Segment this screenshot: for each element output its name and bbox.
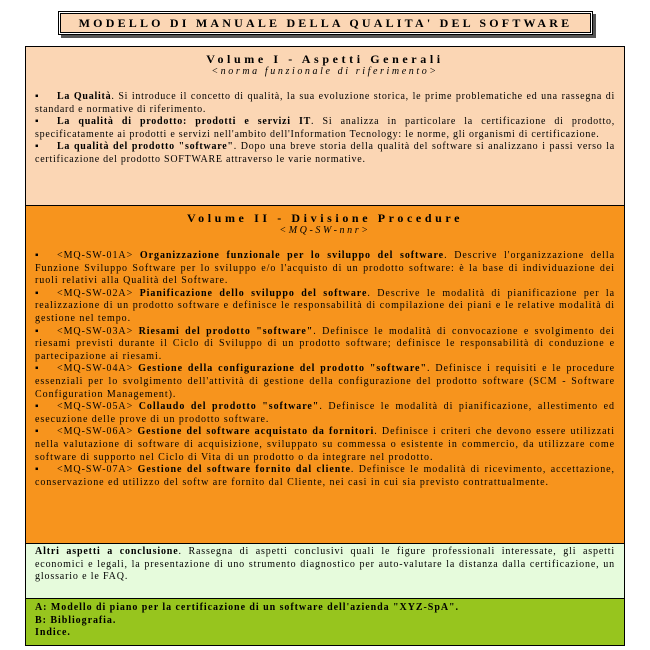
appendix-item: A: Modello di piano per la certificazione di un software dell'azienda "XYZ-SpA".	[35, 602, 459, 613]
procedure-text: . Definisce i criteri che devono essere utilizzati nella valutazione di software di acquisizione, sviluppato su commessa o esistente in commercio, da utilizzare come software di supporto nel Ciclo di Vita di un prodotto o da integrare nel prodotto.	[35, 426, 615, 463]
procedure-item	[35, 363, 615, 401]
procedure-item	[35, 326, 615, 364]
bullet-icon: ▪	[35, 426, 40, 438]
procedure-item	[35, 250, 615, 288]
procedure-code: <MQ-SW-02A>	[57, 287, 134, 299]
conclusion-item	[35, 546, 615, 584]
procedure-text: . Definisce le modalità di pianificazione, allestimento ed esecuzione delle prove di un prodotto software.	[35, 401, 616, 425]
item-text: . Si introduce il concetto di qualità, la sua evoluzione storica, le prime problematiche ed una rassegna di standard e normative di riferimento.	[35, 91, 615, 115]
bullet-icon: ▪	[35, 116, 40, 128]
procedure-heading: Pianificazione dello sviluppo del software	[139, 287, 368, 299]
document-title: MODELLO DI MANUALE DELLA QUALITA' DEL SOFTWARE	[58, 11, 593, 35]
bullet-icon: ▪	[35, 363, 40, 375]
bullet-icon: ▪	[35, 287, 40, 299]
procedure-item	[35, 288, 615, 326]
conclusion-heading: Altri aspetti a conclusione	[35, 546, 179, 557]
bullet-icon: ▪	[35, 325, 40, 337]
volume-1-item	[35, 116, 615, 141]
bullet-icon: ▪	[35, 250, 40, 261]
procedure-heading: Gestione della configurazione del prodotto "software"	[138, 363, 427, 375]
procedure-item	[35, 464, 615, 489]
procedure-item	[35, 426, 615, 464]
item-heading: La qualità di prodotto: prodotti e servizi IT	[57, 116, 312, 128]
procedure-item	[35, 401, 615, 426]
contents-frame	[25, 46, 625, 646]
item-heading: La Qualità	[57, 91, 112, 102]
bullet-icon: ▪	[35, 401, 40, 413]
appendix-item: B: Bibliografia.	[35, 614, 117, 626]
procedure-text: . Definisce le modalità di convocazione e svolgimento dei riesami previsti durante il Ciclo di Sviluppo di un prodotto software; definisce le responsabilità di conduzione e partecipazione ai riesami.	[35, 325, 615, 362]
conclusion-section	[26, 544, 624, 599]
bullet-icon: ▪	[35, 141, 40, 153]
volume-1-section	[26, 47, 624, 206]
volume-2-title: Volume II - Divisione Procedure	[186, 211, 464, 225]
procedure-code: <MQ-SW-05A>	[57, 401, 134, 413]
appendix-item: Indice.	[35, 627, 71, 639]
item-text: . Si analizza in particolare la certificazione di prodotto, specificatamente ai prodotti e servizi nell'ambito dell'Information Tecnology: le norme, gli organismi di certificazione.	[35, 116, 615, 140]
procedure-heading: Organizzazione funzionale per lo sviluppo del software	[139, 250, 445, 261]
procedure-text: . Descrive l'organizzazione della Funzione Sviluppo Software per lo sviluppo e/o l'acquisto di un prodotto software: è la base di individuazione dei ruoli relativi alla Qualità del Software.	[35, 250, 615, 287]
procedure-code: <MQ-SW-06A>	[57, 426, 134, 438]
procedure-text: . Definisce i requisiti e le procedure essenziali per lo svolgimento dell'attività di gestione della configurazione del prodotto software (SCM - Software Configuration Management).	[35, 363, 616, 400]
volume-2-section	[26, 206, 624, 544]
procedure-heading: Riesami del prodotto "software"	[138, 325, 314, 337]
volume-2-subtitle: <MQ-SW-nnr>	[279, 225, 371, 236]
procedure-code: <MQ-SW-03A>	[57, 325, 134, 337]
bullet-icon: ▪	[35, 91, 40, 102]
bullet-icon: ▪	[35, 464, 40, 476]
volume-1-item	[35, 141, 615, 166]
procedure-text: . Definisce le modalità di ricevimento, accettazione, conservazione ed utilizzo del softw are fornito dal Cliente, nei casi in cui sia previsto contrattualmente.	[35, 464, 615, 488]
item-heading: La qualità del prodotto "software"	[57, 141, 234, 153]
procedure-heading: Collaudo del prodotto "software"	[138, 401, 320, 413]
procedure-code: <MQ-SW-07A>	[57, 464, 134, 476]
procedure-text: . Descrive le modalità di pianificazione per la realizzazione di un prodotto software e definisce le responsabilità di compilazione dei piani e le relative modalità di gestione nel tempo.	[35, 287, 616, 324]
volume-1-title: Volume I - Aspetti Generali	[206, 52, 444, 66]
item-text: . Dopo una breve storia della qualità del software si analizzano i passi verso la certificazione del prodotto SOFTWARE attraverso le varie normative.	[35, 141, 615, 165]
procedure-heading: Gestione del software fornito dal cliente	[137, 464, 351, 476]
conclusion-text: . Rassegna di aspetti conclusivi quali le figure professionali interessate, gli aspetti economici e legali, la presentazione di uno strumento diagnostico per auto-valutare la distanza dalla certificazione, un glossario e le FAQ.	[35, 546, 616, 583]
procedure-code: <MQ-SW-04A>	[57, 363, 134, 375]
procedure-code: <MQ-SW-01A>	[57, 250, 134, 261]
appendix-section	[26, 599, 624, 645]
volume-1-subtitle: <norma funzionale di riferimento>	[211, 66, 439, 77]
volume-1-item	[35, 91, 615, 116]
procedure-heading: Gestione del software acquistato da fornitori	[137, 426, 375, 438]
